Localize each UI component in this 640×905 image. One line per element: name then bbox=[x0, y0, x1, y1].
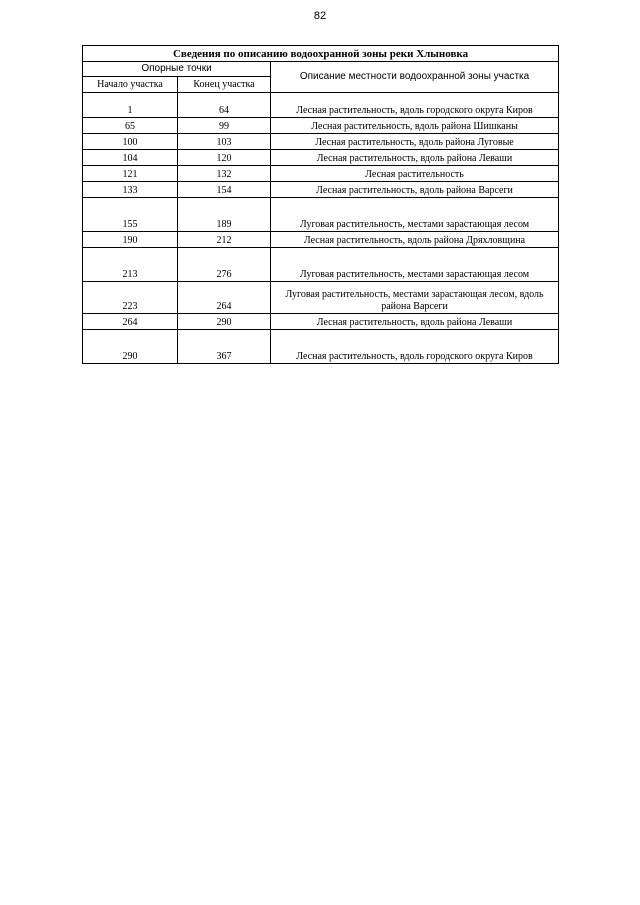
description-cell: Лесная растительность, вдоль района Леваши bbox=[271, 150, 559, 166]
description-cell: Лесная растительность bbox=[271, 166, 559, 182]
description-cell: Лесная растительность, вдоль городского округа Киров bbox=[271, 93, 559, 118]
end-cell: 189 bbox=[178, 198, 271, 232]
start-cell: 264 bbox=[83, 314, 178, 330]
table-row bbox=[83, 232, 559, 248]
table-row bbox=[83, 166, 559, 182]
description-cell: Лесная растительность, вдоль района Дряхловщина bbox=[271, 232, 559, 248]
start-cell: 121 bbox=[83, 166, 178, 182]
start-cell: 213 bbox=[83, 248, 178, 282]
end-cell: 154 bbox=[178, 182, 271, 198]
table-row bbox=[83, 118, 559, 134]
start-cell: 1 bbox=[83, 93, 178, 118]
start-cell: 155 bbox=[83, 198, 178, 232]
end-cell: 367 bbox=[178, 330, 271, 364]
start-cell: 190 bbox=[83, 232, 178, 248]
table-row bbox=[83, 330, 559, 364]
table-row bbox=[83, 282, 559, 314]
description-cell: Лесная растительность, вдоль района Луговые bbox=[271, 134, 559, 150]
description-header: Описание местности водоохранной зоны участка bbox=[271, 62, 559, 93]
table-title: Сведения по описанию водоохранной зоны реки Хлыновка bbox=[83, 46, 559, 62]
table-row bbox=[83, 134, 559, 150]
end-cell: 264 bbox=[178, 282, 271, 314]
end-cell: 132 bbox=[178, 166, 271, 182]
table-body bbox=[83, 93, 559, 364]
start-cell: 133 bbox=[83, 182, 178, 198]
end-cell: 103 bbox=[178, 134, 271, 150]
table-row bbox=[83, 248, 559, 282]
description-cell: Луговая растительность, местами зарастающая лесом, вдоль района Варсеги bbox=[271, 282, 559, 314]
start-header: Начало участка bbox=[83, 77, 178, 93]
reference-points-header: Опорные точки bbox=[83, 62, 271, 77]
end-cell: 99 bbox=[178, 118, 271, 134]
end-cell: 120 bbox=[178, 150, 271, 166]
description-cell: Лесная растительность, вдоль района Шишканы bbox=[271, 118, 559, 134]
page-number: 82 bbox=[313, 10, 327, 22]
table-row bbox=[83, 93, 559, 118]
start-cell: 104 bbox=[83, 150, 178, 166]
table-row bbox=[83, 182, 559, 198]
end-cell: 212 bbox=[178, 232, 271, 248]
start-cell: 100 bbox=[83, 134, 178, 150]
end-header: Конец участка bbox=[178, 77, 271, 93]
start-cell: 65 bbox=[83, 118, 178, 134]
description-cell: Луговая растительность, местами зарастающая лесом bbox=[271, 198, 559, 232]
table-row bbox=[83, 314, 559, 330]
end-cell: 290 bbox=[178, 314, 271, 330]
start-cell: 290 bbox=[83, 330, 178, 364]
description-cell: Лесная растительность, вдоль района Варсеги bbox=[271, 182, 559, 198]
end-cell: 64 bbox=[178, 93, 271, 118]
table-row bbox=[83, 198, 559, 232]
description-cell: Луговая растительность, местами зарастающая лесом bbox=[271, 248, 559, 282]
description-cell: Лесная растительность, вдоль района Леваши bbox=[271, 314, 559, 330]
table-row bbox=[83, 150, 559, 166]
start-cell: 223 bbox=[83, 282, 178, 314]
water-protection-zone-table bbox=[82, 45, 559, 364]
description-cell: Лесная растительность, вдоль городского округа Киров bbox=[271, 330, 559, 364]
end-cell: 276 bbox=[178, 248, 271, 282]
